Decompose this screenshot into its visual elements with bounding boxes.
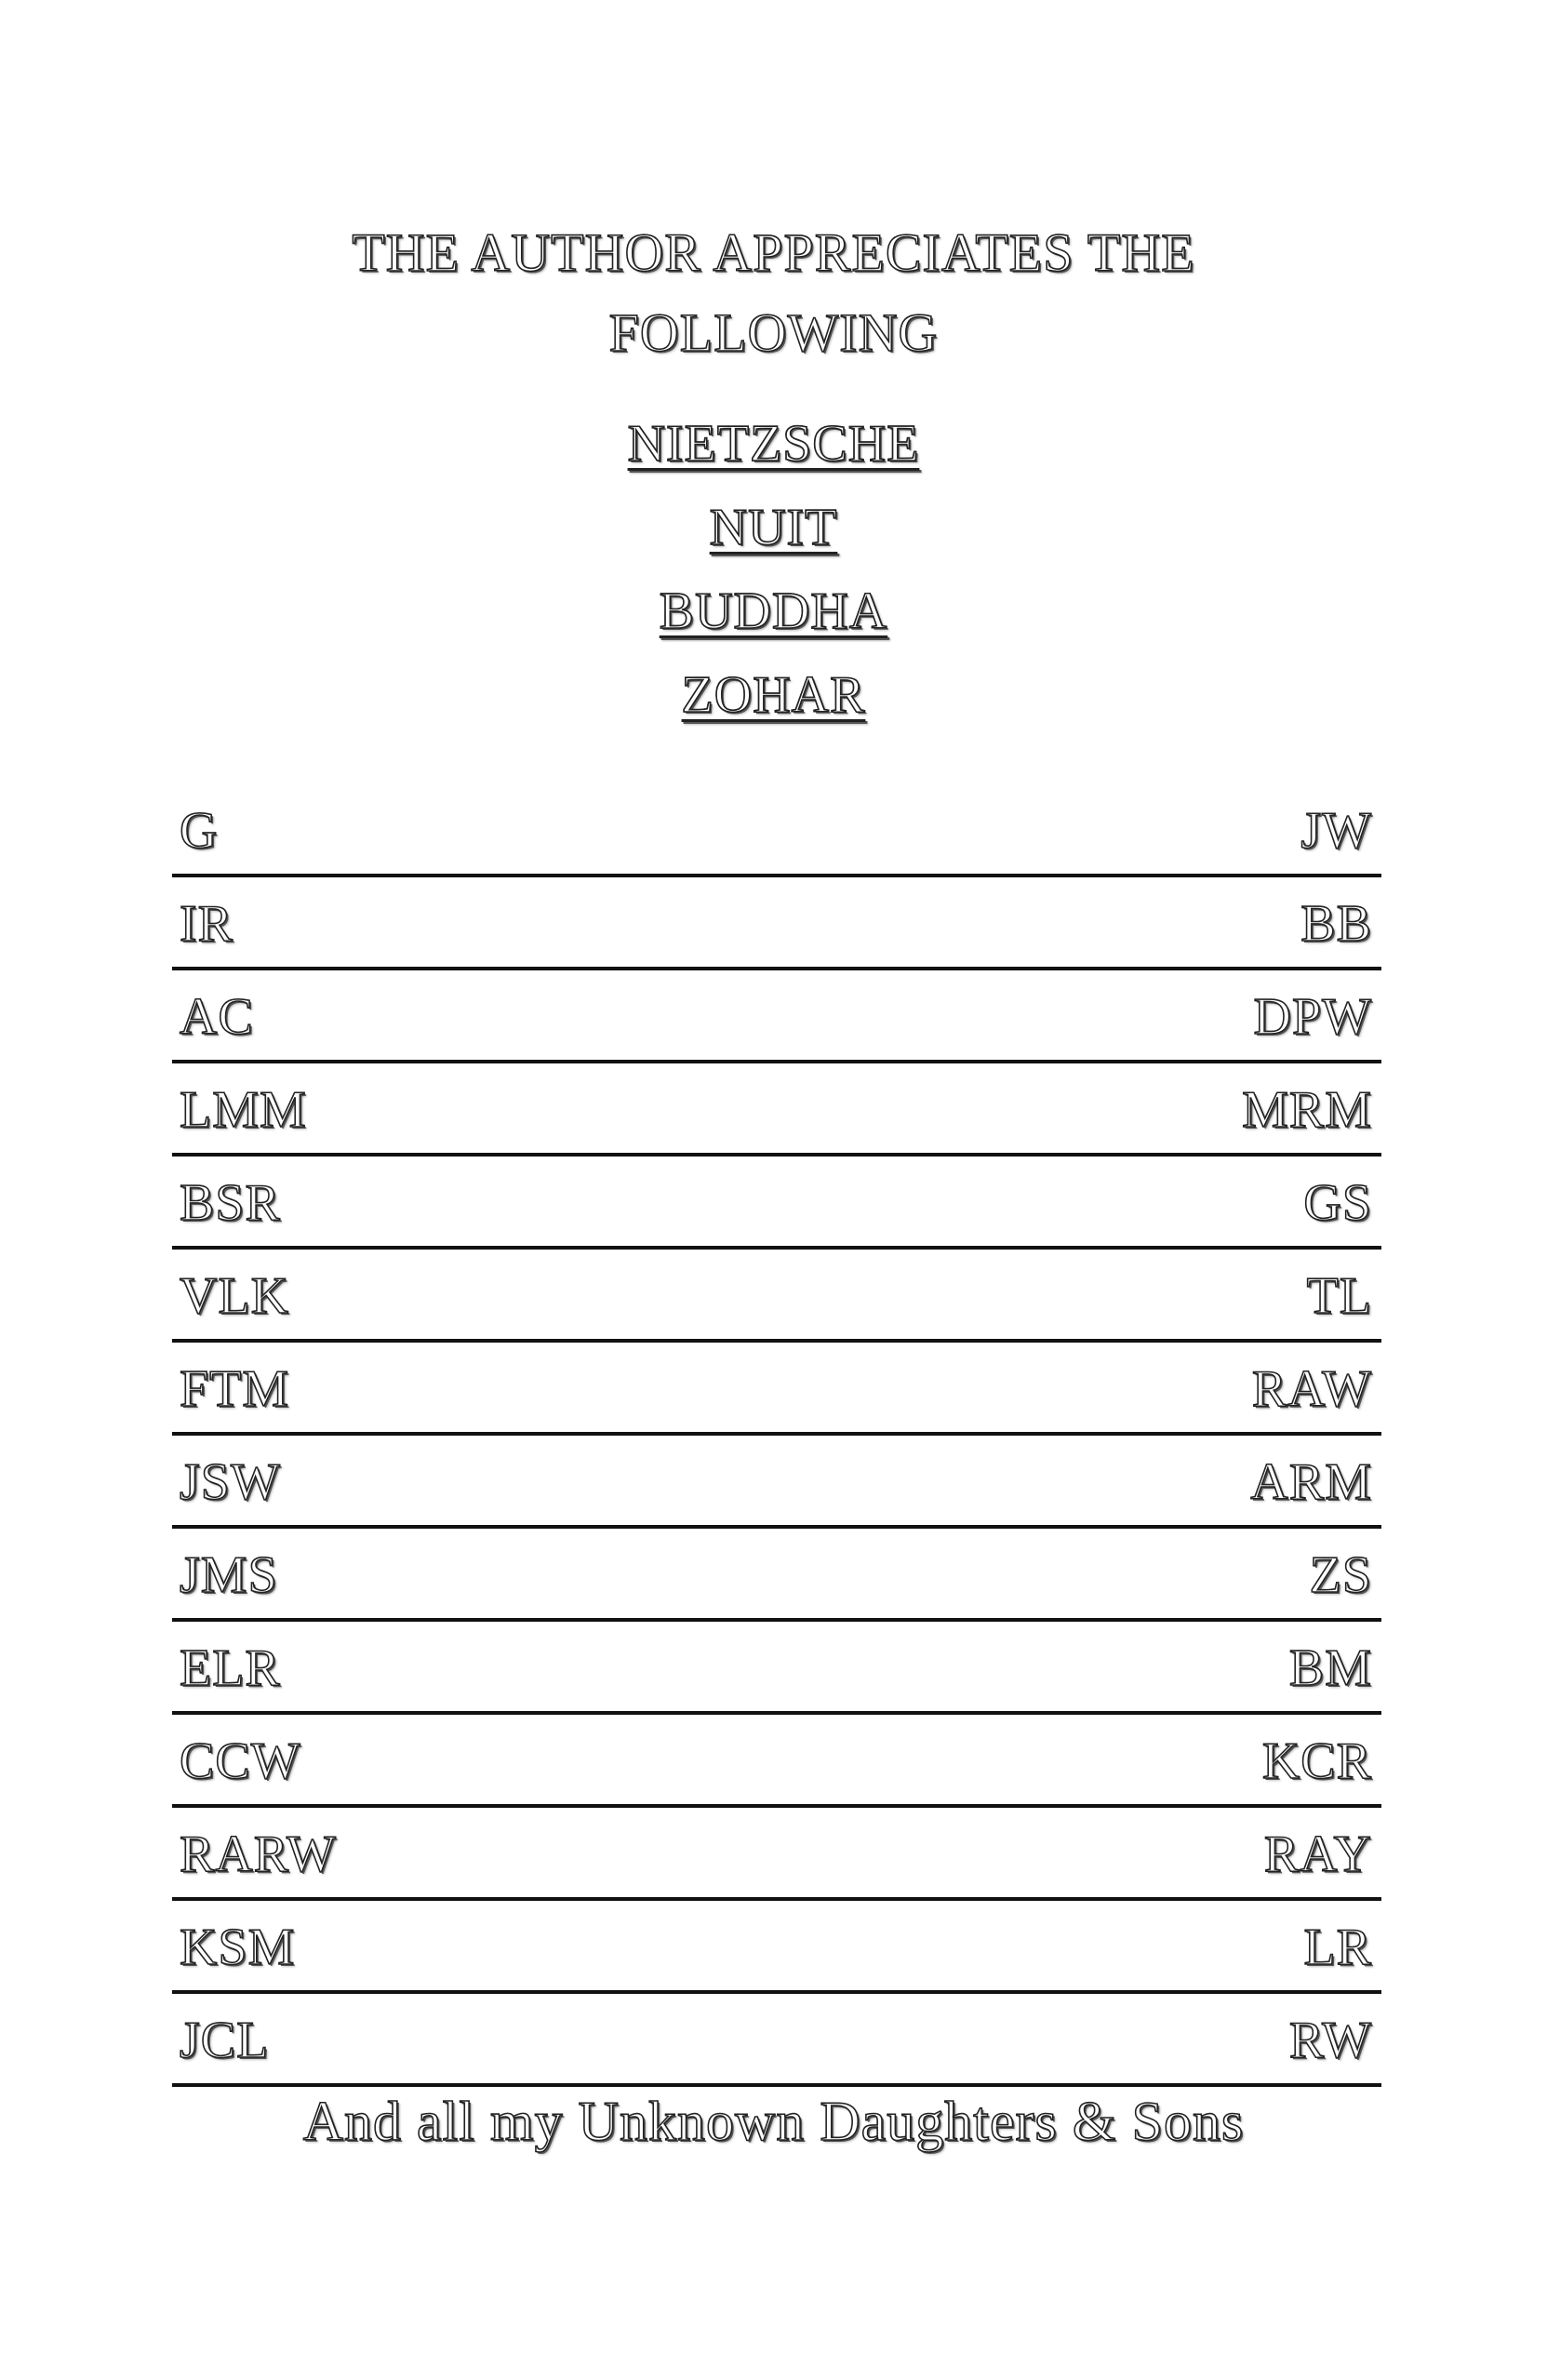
appreciated-names-list <box>0 402 1547 737</box>
table-row <box>172 877 1381 970</box>
name-nietzsche: NIETZSCHE <box>627 415 920 473</box>
initials-right: LR <box>1303 1919 1372 1976</box>
table-row <box>172 970 1381 1063</box>
table-row <box>172 1250 1381 1343</box>
initials-left: CCW <box>180 1732 301 1790</box>
initials-left: AC <box>180 988 254 1046</box>
initials-right: BB <box>1300 895 1372 953</box>
initials-right: GS <box>1303 1174 1372 1232</box>
table-row <box>172 1343 1381 1436</box>
table-row <box>172 1901 1381 1994</box>
closing-dedication: And all my Unknown Daughters & Sons <box>302 2091 1245 2152</box>
list-item <box>0 402 1547 486</box>
table-row <box>172 1994 1381 2087</box>
initials-right: KCR <box>1261 1732 1372 1790</box>
initials-left: JMS <box>180 1546 278 1604</box>
table-row <box>172 1436 1381 1529</box>
initials-right: ZS <box>1309 1546 1372 1604</box>
initials-right: RAW <box>1251 1360 1372 1418</box>
table-row <box>172 1622 1381 1715</box>
table-row <box>172 1157 1381 1250</box>
initials-left: JSW <box>180 1453 281 1511</box>
initials-right: JW <box>1300 802 1372 860</box>
table-row <box>172 1808 1381 1901</box>
list-item <box>0 486 1547 569</box>
initials-table <box>172 784 1381 2087</box>
initials-right: DPW <box>1253 988 1372 1046</box>
table-row <box>172 1715 1381 1808</box>
initials-right: BM <box>1288 1639 1372 1697</box>
list-item <box>0 569 1547 653</box>
heading-line-2: FOLLOWING <box>608 302 939 363</box>
initials-left: ELR <box>180 1639 281 1697</box>
table-row <box>172 1063 1381 1157</box>
initials-left: LMM <box>180 1081 307 1139</box>
name-nuit: NUIT <box>709 499 838 556</box>
initials-left: G <box>180 802 219 860</box>
initials-left: IR <box>180 895 233 953</box>
initials-left: VLK <box>180 1267 290 1325</box>
initials-left: BSR <box>180 1174 281 1232</box>
initials-left: KSM <box>180 1919 296 1976</box>
table-row <box>172 1529 1381 1622</box>
list-item <box>0 653 1547 737</box>
name-buddha: BUDDHA <box>659 582 888 640</box>
initials-left: FTM <box>180 1360 290 1418</box>
name-zohar: ZOHAR <box>681 666 866 724</box>
table-row <box>172 784 1381 877</box>
initials-right: MRM <box>1242 1081 1372 1139</box>
initials-left: JCL <box>180 2012 270 2069</box>
initials-right: RAY <box>1263 1825 1372 1883</box>
heading-line-1: THE AUTHOR APPRECIATES THE <box>352 222 1195 283</box>
initials-right: TL <box>1306 1267 1372 1325</box>
initials-right: ARM <box>1250 1453 1372 1511</box>
initials-right: RW <box>1288 2012 1372 2069</box>
initials-left: RARW <box>180 1825 337 1883</box>
